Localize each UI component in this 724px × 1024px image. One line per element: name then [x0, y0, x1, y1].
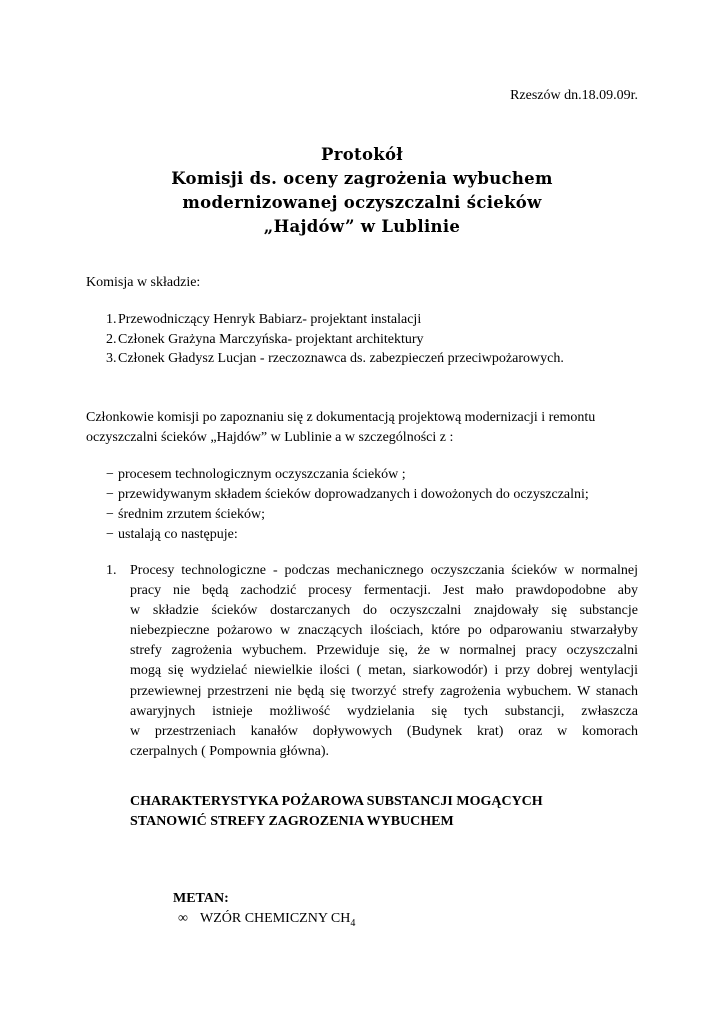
point-1-line: przewiewnej przestrzeni nie będą się tworzyć strefy zagrożenia wybuchem. W stanach: [130, 683, 638, 699]
title-line-2: Komisji ds. oceny zagrożenia wybuchem: [171, 169, 553, 188]
point-1-paragraph: [106, 561, 638, 762]
point-1-line: niebezpieczne pożarowo w znaczących ilościach, które po odparowaniu stwarzałyby: [130, 623, 638, 639]
members-list: [86, 310, 564, 369]
point-1-body: [130, 561, 638, 762]
dash-item: [86, 485, 589, 505]
member-item: [86, 349, 564, 369]
metan-heading: METAN:: [173, 891, 229, 906]
date-line: Rzeszów dn.18.09.09r.: [510, 88, 638, 103]
member-text: Członek Grażyna Marczyńska- projektant architektury: [118, 331, 424, 347]
komisja-label: Komisja w składzie:: [86, 275, 201, 290]
formula-subscript: 4: [350, 917, 356, 929]
member-number: 2.: [106, 331, 117, 347]
characteristics-heading: [130, 792, 543, 832]
dash-bullet: −: [106, 527, 114, 542]
dash-list: [86, 465, 589, 545]
intro-line: oczyszczalni ścieków „Hajdów” w Lublinie a w szczególności z :: [86, 430, 454, 445]
point-1-number: 1.: [106, 563, 117, 578]
member-text: Członek Gładysz Lucjan - rzeczoznawca ds. zabezpieczeń przeciwpożarowych.: [118, 351, 564, 366]
formula-label: WZÓR CHEMICZNY CH: [200, 911, 351, 926]
member-number: 3.: [106, 351, 117, 366]
member-text: Przewodniczący Henryk Babiarz- projektant instalacji: [118, 312, 422, 327]
dash-item: [86, 505, 589, 525]
dash-bullet: −: [106, 507, 114, 522]
dash-item-text: średnim zrzutem ścieków;: [118, 507, 265, 522]
point-1-line: czerpalnych ( Pompownia główna).: [130, 743, 330, 759]
dash-item-text: ustalają co następuje:: [118, 527, 238, 542]
dash-item-text: procesem technologicznym oczyszczania ścieków ;: [118, 467, 406, 482]
dash-bullet: −: [106, 467, 114, 482]
point-1-line: awaryjnych istnieje możliwość wydzielania się tych substancji, zwłaszcza: [130, 703, 638, 719]
characteristics-heading-line: CHARAKTERYSTYKA POŻAROWA SUBSTANCJI MOGĄCYCH: [130, 794, 543, 809]
infinity-bullet-icon: ∞: [178, 911, 188, 926]
point-1-line: mogą się wydzielać niewielkie ilości ( metan, siarkowodór) i przy dobrej wentylacji: [130, 663, 638, 679]
document-title: [0, 143, 724, 239]
characteristics-heading-line: STANOWIĆ STREFY ZAGROZENIA WYBUCHEM: [130, 814, 454, 829]
title-line-4: „Hajdów” w Lublinie: [263, 217, 461, 236]
intro-paragraph: [86, 408, 646, 448]
member-number: 1.: [106, 312, 117, 327]
point-1-line: Procesy technologiczne - podczas mechanicznego oczyszczania ścieków w normalnej: [130, 563, 638, 578]
dash-bullet: −: [106, 487, 114, 502]
point-1-line: strefy zagrożenia wybuchem. Przewiduje się, że w normalnej pracy oczyszczalni: [130, 643, 638, 659]
point-1-line: w składzie ścieków dostarczanych do oczyszczalni znajdowały się substancje: [130, 603, 638, 619]
member-item: [86, 310, 564, 330]
point-1-line: w przestrzeniach kanałów dopływowych (Budynek krat) oraz w komorach: [130, 723, 638, 739]
dash-item: [86, 525, 589, 545]
dash-item-text: przewidywanym składem ścieków doprowadzanych i dowożonych do oczyszczalni;: [118, 487, 589, 502]
point-1-line: pracy nie będą zachodzić procesy fermentacji. Jest mało prawdopodobne aby: [130, 583, 638, 599]
title-line-1: Protokół: [321, 145, 403, 164]
intro-line: Członkowie komisji po zapoznaniu się z dokumentacją projektową modernizacji i remontu: [86, 410, 596, 425]
title-line-3: modernizowanej oczyszczalni ścieków: [182, 193, 542, 212]
member-item: [86, 330, 564, 350]
formula-item: [178, 909, 355, 929]
dash-item: [86, 465, 589, 485]
